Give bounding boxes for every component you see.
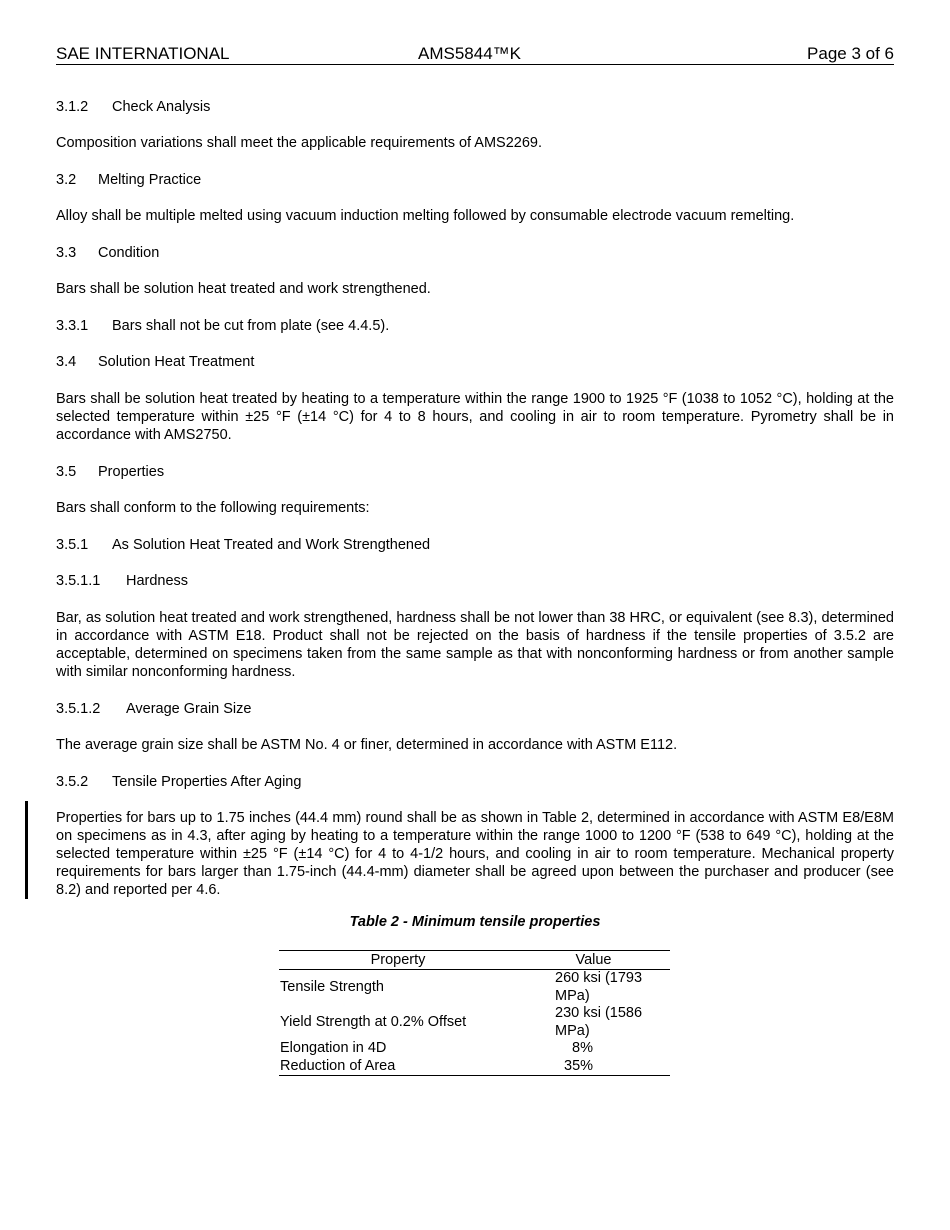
tensile-properties-table <box>279 950 670 1076</box>
paragraph: Bar, as solution heat treated and work strengthened, hardness shall be not lower than 38 HRC, or equivalent (see 8.3), determined in accordance with ASTM E18. Product shall not be rejected on the basis of hardness if the tensile properties of 3.5.2 are acceptable, determined on specimens taken from the same sample as that with nonconforming hardness or from another sample with similar nonconforming hardness. <box>56 610 894 680</box>
section-number: 3.5.2 <box>56 774 89 790</box>
document-body <box>56 96 894 899</box>
section-number: 3.5.1.2 <box>56 701 101 717</box>
paragraph: Bars shall conform to the following requirements: <box>56 500 370 516</box>
section-heading <box>56 317 894 335</box>
property-cell: Reduction of Area <box>280 1057 396 1074</box>
table-row <box>279 1005 670 1040</box>
header-page-number: Page 3 of 6 <box>807 44 894 63</box>
table-row <box>279 1040 670 1058</box>
section-number: 3.5.1 <box>56 537 89 553</box>
paragraph: Composition variations shall meet the applicable requirements of AMS2269. <box>56 135 543 151</box>
paragraph: Bars shall be solution heat treated and work strengthened. <box>56 281 431 297</box>
table-header-row <box>279 951 670 970</box>
section-heading <box>56 244 894 262</box>
table-row <box>279 1058 670 1076</box>
section-number: 3.1.2 <box>56 99 89 115</box>
section-number: 3.2 <box>56 172 77 188</box>
page-header <box>56 44 894 65</box>
section-title: Bars shall not be cut from plate (see 4.4.5). <box>112 318 390 334</box>
column-header-value: Value <box>575 952 612 968</box>
value-cell: 8% <box>572 1040 593 1056</box>
section-heading <box>56 773 894 791</box>
value-cell: 230 ksi (1586 MPa) <box>555 1005 643 1039</box>
section-number: 3.4 <box>56 354 77 370</box>
section-heading <box>56 572 894 590</box>
value-cell: 35% <box>564 1057 594 1074</box>
section-title: Check Analysis <box>112 99 211 115</box>
value-cell: 260 ksi (1793 MPa) <box>555 970 643 1004</box>
table-caption: Table 2 - Minimum tensile properties <box>349 914 601 930</box>
section-number: 3.3.1 <box>56 318 89 334</box>
section-title: Solution Heat Treatment <box>98 354 255 370</box>
section-title: Melting Practice <box>98 172 202 188</box>
property-cell: Yield Strength at 0.2% Offset <box>280 1013 467 1030</box>
paragraph: Properties for bars up to 1.75 inches (44.4 mm) round shall be as shown in Table 2, determined in accordance with ASTM E8/E8M on specimens as in 4.3, after aging by heating to a temperature within the range 1000 to 1200 °F (538 to 649 °C), holding at the selected temperature within ±25 °F (±14 °C) for 4 to 4-1/2 hours, and cooling in air to room temperature. Mechanical property requirements for bars larger than 1.75-inch (44.4-mm) diameter shall be agreed upon between the purchaser and producer (see 8.2) and reported per 4.6. <box>56 810 894 898</box>
section-heading <box>56 536 894 554</box>
section-title: Average Grain Size <box>126 701 252 717</box>
paragraph: Alloy shall be multiple melted using vacuum induction melting followed by consumable electrode vacuum remelting. <box>56 208 795 224</box>
section-title: Condition <box>98 245 160 261</box>
section-heading <box>56 171 894 189</box>
revision-change-bar <box>25 801 28 899</box>
section-heading <box>56 98 894 116</box>
property-cell: Elongation in 4D <box>280 1040 387 1056</box>
section-title: As Solution Heat Treated and Work Strengthened <box>112 537 431 553</box>
section-title: Hardness <box>126 573 189 589</box>
section-heading <box>56 463 894 481</box>
section-title: Tensile Properties After Aging <box>112 774 302 790</box>
column-header-property: Property <box>370 952 426 968</box>
header-organization: SAE INTERNATIONAL <box>56 44 230 63</box>
section-heading <box>56 353 894 371</box>
section-number: 3.5 <box>56 464 77 480</box>
section-number: 3.3 <box>56 245 77 261</box>
section-heading <box>56 700 894 718</box>
table-row <box>279 970 670 1006</box>
property-cell: Tensile Strength <box>280 978 384 995</box>
header-document-number: AMS5844™K <box>418 44 521 63</box>
section-number: 3.5.1.1 <box>56 573 101 589</box>
paragraph: The average grain size shall be ASTM No. 4 or finer, determined in accordance with ASTM E112. <box>56 737 678 753</box>
section-title: Properties <box>98 464 165 480</box>
paragraph: Bars shall be solution heat treated by heating to a temperature within the range 1900 to 1925 °F (1038 to 1052 °C), holding at the selected temperature within ±25 °F (±14 °C) for 4 to 8 hours, and cooling in air to room temperature. Pyrometry shall be in accordance with AMS2750. <box>56 391 894 443</box>
